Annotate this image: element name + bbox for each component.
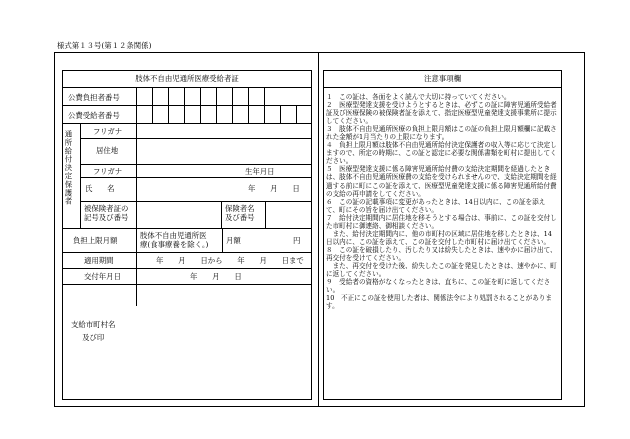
- name-label: 氏 名: [85, 184, 115, 193]
- address-label: 居住地: [96, 146, 119, 155]
- form-number: 様式第１３号(第１２条関係): [57, 41, 152, 50]
- insured-cert-label: 被保険者証の 記号及び番号: [84, 204, 129, 222]
- rule: [62, 284, 312, 285]
- rule: [265, 201, 266, 228]
- note-item: ８ この証を破損したり、汚したり又は紛失したときは、速やかに届け出て、再交付を受けてください。: [326, 245, 557, 262]
- furigana2-label: フリガナ: [93, 167, 123, 176]
- limit-label: 負担上限月額: [73, 236, 118, 245]
- rule: [62, 123, 312, 124]
- note-item: ２ 医療型発達支援を受けようとするときは、必ずこの証に障害児通所受給者証及び医療保険の被保険者証を添えて、指定医療型児童発達支援事業所に提示してください。: [326, 101, 557, 126]
- note-item: ３ 肢体不自由児通所医療の負担上限月額はこの証の負担上限月額欄に記載された金額が1月当たりの上限になります。: [326, 125, 557, 142]
- payer-number-label: 公費負担者番号: [68, 93, 120, 102]
- issue-value: 年 月 日: [190, 272, 242, 281]
- issue-label: 交付年月日: [84, 272, 121, 281]
- notes-list: [326, 93, 558, 310]
- insurer-name-label: 保険者名 及び番号: [225, 204, 255, 222]
- note-item: ９ 受給者の資格がなくなったときは、直ちに、この証を町に返してください。: [326, 278, 551, 295]
- rule: [221, 201, 222, 228]
- rule: [62, 268, 312, 269]
- fold-line: [318, 52, 319, 407]
- notes-title: 注意事項欄: [424, 74, 461, 83]
- number-cell-divider: [280, 105, 281, 123]
- rule: [136, 228, 137, 306]
- yen-label: 円: [293, 236, 301, 245]
- guardian-side-label: 通所給付決定保護者: [64, 130, 73, 206]
- rule: [80, 164, 312, 165]
- note-item: ４ 負担上限月額は肢体不自由児通所給付決定保護者の収入等に応じて決定しますので、所定の時期に、この証と認定に必要な関係書類を町村に提出してください。: [326, 141, 557, 166]
- rule: [80, 138, 312, 139]
- rule: [62, 105, 312, 106]
- rule: [80, 177, 312, 178]
- rule: [62, 228, 312, 229]
- rule: [62, 252, 312, 253]
- period-value: 年 月 日から 年 月 日まで: [156, 256, 304, 265]
- certificate-title: 肢体不自由児通所医療受給者証: [135, 74, 239, 83]
- note-item: ７ 給付決定期間内に居住地を移そうとする場合は、事前に、この証を交付した市町村に御連絡、御相談ください。: [326, 213, 557, 230]
- furigana-label: フリガナ: [93, 127, 123, 136]
- birthdate-label: 生年月日: [245, 167, 275, 176]
- monthly-label: 月額: [226, 236, 241, 245]
- limit-desc: 肢体不自由児通所医 療(食事療養を除く。): [140, 231, 209, 249]
- period-label: 適用期間: [84, 256, 114, 265]
- municipality-label: 支給市町村名 及び印: [71, 320, 116, 342]
- note-item: また、再交付を受けた後、紛失したこの証を発見したときは、速やかに、町に返してください。: [326, 261, 557, 279]
- recipient-number-label: 公費受給者番号: [68, 111, 120, 120]
- rule: [62, 87, 312, 88]
- rule: [222, 228, 223, 252]
- rule: [323, 87, 562, 88]
- note-item: 10 不正にこの証を使用した者は、関係法令により処罰されることがあります。: [326, 294, 552, 311]
- note-item: ６ この証の記載事項に変更があったときは、14日以内に、この証を添えて、町にその旨を届け出てください。: [326, 197, 546, 214]
- rule: [80, 201, 312, 202]
- number-cell-divider: [296, 105, 297, 123]
- note-item: １ この証は、各面をよく読んで大切に持っていてください。: [326, 93, 511, 101]
- birth-ymd: 年 月 日: [248, 184, 300, 193]
- note-item: ５ 医療型発達支援に係る障害児通所給付費の支給決定期間を経過したときは、肢体不自由児通所医療費の支給を受けられませんので、支給決定期間を経過する前に町にこの証を添えて、医療型児童発達支援に係る障害児通所給付費の支給の再申請をしてください。: [326, 165, 557, 198]
- note-item: また、給付決定期間内に、他の市町村の区域に居住地を移したときは、14日以内に、この証を添えて、この証を交付した市町村に届け出てください。: [326, 229, 552, 246]
